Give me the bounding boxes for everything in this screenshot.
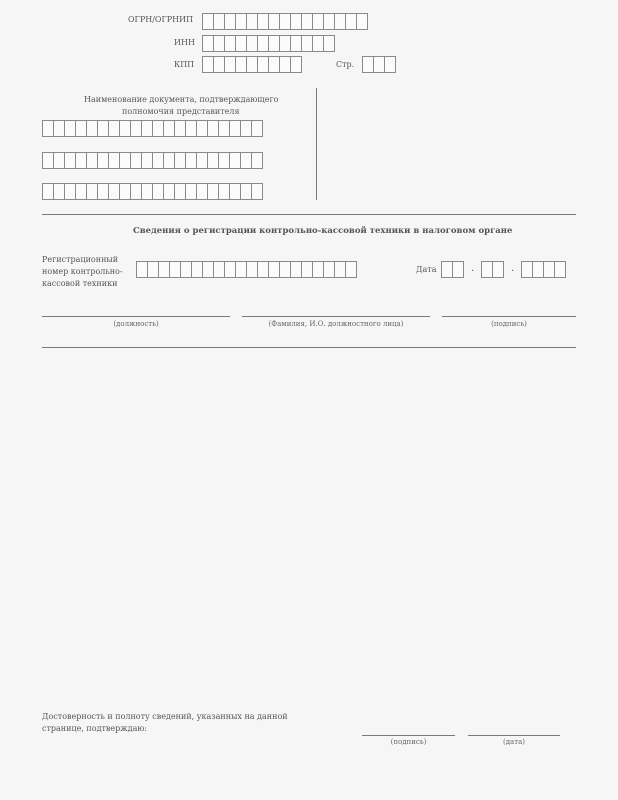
input-cell[interactable]	[202, 56, 214, 73]
input-cell[interactable]	[98, 183, 109, 200]
input-cell[interactable]	[247, 261, 258, 278]
footer-date-caption: (дата)	[503, 738, 525, 746]
input-cell[interactable]	[202, 13, 214, 30]
input-cell[interactable]	[302, 261, 313, 278]
input-cell[interactable]	[142, 152, 153, 169]
input-cell[interactable]	[136, 261, 148, 278]
input-cell[interactable]	[269, 13, 280, 30]
inn-label: ИНН	[174, 38, 195, 47]
section-divider	[42, 214, 576, 215]
input-cell[interactable]	[131, 152, 142, 169]
reg-label-3: кассовой техники	[42, 279, 118, 288]
position-caption: (должность)	[113, 320, 159, 328]
input-cell[interactable]	[175, 152, 186, 169]
fio-caption: (Фамилия, И.О. должностного лица)	[268, 320, 404, 328]
footer-text-1: Достоверность и полноту сведений, указанных на данной	[42, 712, 288, 721]
input-cell[interactable]	[197, 152, 208, 169]
input-cell[interactable]	[153, 183, 164, 200]
input-cell[interactable]	[42, 183, 54, 200]
page-number-cells[interactable]	[362, 56, 396, 73]
reg-label-2: номер контрольно-	[42, 267, 123, 276]
input-cell[interactable]	[302, 13, 313, 30]
doc-name-label-2: полномочия представителя	[122, 107, 240, 116]
input-cell[interactable]	[219, 120, 230, 137]
sign-caption: (подпись)	[491, 320, 527, 328]
input-cell[interactable]	[192, 261, 203, 278]
input-cell[interactable]	[76, 183, 87, 200]
input-cell[interactable]	[346, 13, 357, 30]
block-divider-vertical	[316, 88, 317, 200]
input-cell[interactable]	[214, 35, 225, 52]
input-cell[interactable]	[453, 261, 464, 278]
input-cell[interactable]	[230, 152, 241, 169]
input-cell[interactable]	[109, 120, 120, 137]
input-cell[interactable]	[533, 261, 544, 278]
footer-sign-line	[362, 735, 455, 736]
input-cell[interactable]	[324, 35, 335, 52]
input-cell[interactable]	[131, 120, 142, 137]
date-separator-1: .	[471, 263, 475, 274]
kpp-label: КПП	[174, 60, 195, 69]
input-cell[interactable]	[252, 183, 263, 200]
input-cell[interactable]	[521, 261, 533, 278]
input-cell[interactable]	[76, 120, 87, 137]
date-month-cells[interactable]	[481, 261, 504, 278]
date-label: Дата	[416, 265, 437, 274]
input-cell[interactable]	[236, 35, 247, 52]
input-cell[interactable]	[269, 56, 280, 73]
input-cell[interactable]	[153, 120, 164, 137]
input-cell[interactable]	[120, 152, 131, 169]
input-cell[interactable]	[335, 13, 346, 30]
input-cell[interactable]	[258, 56, 269, 73]
input-cell[interactable]	[142, 120, 153, 137]
input-cell[interactable]	[280, 13, 291, 30]
input-cell[interactable]	[208, 183, 219, 200]
input-cell[interactable]	[252, 120, 263, 137]
input-cell[interactable]	[109, 183, 120, 200]
input-cell[interactable]	[181, 261, 192, 278]
date-separator-2: .	[511, 263, 515, 274]
section-title: Сведения о регистрации контрольно-кассовой техники в налоговом органе	[133, 226, 513, 236]
input-cell[interactable]	[230, 183, 241, 200]
input-cell[interactable]	[241, 183, 252, 200]
ogrn-label: ОГРН/ОГРНИП	[128, 15, 194, 24]
input-cell[interactable]	[175, 183, 186, 200]
input-cell[interactable]	[385, 56, 396, 73]
input-cell[interactable]	[236, 261, 247, 278]
input-cell[interactable]	[258, 35, 269, 52]
input-cell[interactable]	[214, 56, 225, 73]
input-cell[interactable]	[247, 13, 258, 30]
reg-label-1: Регистрационный	[42, 255, 119, 264]
input-cell[interactable]	[302, 35, 313, 52]
input-cell[interactable]	[236, 13, 247, 30]
input-cell[interactable]	[313, 261, 324, 278]
input-cell[interactable]	[197, 120, 208, 137]
input-cell[interactable]	[153, 152, 164, 169]
input-cell[interactable]	[76, 152, 87, 169]
input-cell[interactable]	[241, 152, 252, 169]
input-cell[interactable]	[54, 152, 65, 169]
input-cell[interactable]	[65, 120, 76, 137]
input-cell[interactable]	[87, 152, 98, 169]
footer-sign-caption: (подпись)	[390, 738, 427, 746]
date-year-cells[interactable]	[521, 261, 566, 278]
input-cell[interactable]	[120, 120, 131, 137]
input-cell[interactable]	[42, 120, 54, 137]
input-cell[interactable]	[374, 56, 385, 73]
input-cell[interactable]	[164, 152, 175, 169]
input-cell[interactable]	[214, 261, 225, 278]
input-cell[interactable]	[441, 261, 453, 278]
input-cell[interactable]	[164, 183, 175, 200]
footer-text-2: странице, подтверждаю:	[42, 724, 147, 733]
doc-name-label-1: Наименование документа, подтверждающего	[84, 95, 279, 104]
input-cell[interactable]	[555, 261, 566, 278]
input-cell[interactable]	[186, 183, 197, 200]
input-cell[interactable]	[208, 120, 219, 137]
doc-name-cells-row2[interactable]	[42, 152, 263, 169]
doc-name-cells-row3[interactable]	[42, 183, 263, 200]
input-cell[interactable]	[313, 13, 324, 30]
input-cell[interactable]	[219, 152, 230, 169]
inn-cells[interactable]	[202, 35, 335, 52]
input-cell[interactable]	[324, 261, 335, 278]
input-cell[interactable]	[258, 13, 269, 30]
input-cell[interactable]	[159, 261, 170, 278]
input-cell[interactable]	[197, 183, 208, 200]
input-cell[interactable]	[324, 13, 335, 30]
input-cell[interactable]	[291, 13, 302, 30]
input-cell[interactable]	[544, 261, 555, 278]
position-line	[42, 316, 230, 317]
input-cell[interactable]	[357, 13, 368, 30]
sign-line	[442, 316, 576, 317]
input-cell[interactable]	[164, 120, 175, 137]
input-cell[interactable]	[247, 35, 258, 52]
ogrn-cells[interactable]	[202, 13, 368, 30]
input-cell[interactable]	[335, 261, 346, 278]
input-cell[interactable]	[87, 183, 98, 200]
input-cell[interactable]	[269, 35, 280, 52]
input-cell[interactable]	[65, 152, 76, 169]
input-cell[interactable]	[142, 183, 153, 200]
input-cell[interactable]	[203, 261, 214, 278]
input-cell[interactable]	[225, 56, 236, 73]
fio-line	[242, 316, 430, 317]
input-cell[interactable]	[258, 261, 269, 278]
input-cell[interactable]	[148, 261, 159, 278]
input-cell[interactable]	[219, 183, 230, 200]
kpp-cells[interactable]	[202, 56, 302, 73]
input-cell[interactable]	[109, 152, 120, 169]
input-cell[interactable]	[225, 261, 236, 278]
input-cell[interactable]	[236, 56, 247, 73]
input-cell[interactable]	[280, 56, 291, 73]
date-day-cells[interactable]	[441, 261, 464, 278]
input-cell[interactable]	[280, 261, 291, 278]
input-cell[interactable]	[170, 261, 181, 278]
input-cell[interactable]	[175, 120, 186, 137]
input-cell[interactable]	[214, 13, 225, 30]
input-cell[interactable]	[120, 183, 131, 200]
doc-name-cells-row1[interactable]	[42, 120, 263, 137]
input-cell[interactable]	[241, 120, 252, 137]
input-cell[interactable]	[225, 13, 236, 30]
input-cell[interactable]	[280, 35, 291, 52]
reg-number-cells[interactable]	[136, 261, 357, 278]
input-cell[interactable]	[65, 183, 76, 200]
input-cell[interactable]	[230, 120, 241, 137]
input-cell[interactable]	[291, 261, 302, 278]
input-cell[interactable]	[202, 35, 214, 52]
input-cell[interactable]	[269, 261, 280, 278]
input-cell[interactable]	[54, 183, 65, 200]
input-cell[interactable]	[98, 152, 109, 169]
input-cell[interactable]	[252, 152, 263, 169]
input-cell[interactable]	[493, 261, 504, 278]
footer-date-line	[468, 735, 560, 736]
input-cell[interactable]	[87, 120, 98, 137]
section-bottom-divider	[42, 347, 576, 348]
input-cell[interactable]	[131, 183, 142, 200]
input-cell[interactable]	[186, 152, 197, 169]
input-cell[interactable]	[481, 261, 493, 278]
input-cell[interactable]	[225, 35, 236, 52]
page-label: Стр.	[336, 60, 355, 69]
input-cell[interactable]	[186, 120, 197, 137]
input-cell[interactable]	[362, 56, 374, 73]
input-cell[interactable]	[208, 152, 219, 169]
input-cell[interactable]	[313, 35, 324, 52]
input-cell[interactable]	[291, 56, 302, 73]
input-cell[interactable]	[346, 261, 357, 278]
input-cell[interactable]	[54, 120, 65, 137]
input-cell[interactable]	[291, 35, 302, 52]
input-cell[interactable]	[247, 56, 258, 73]
input-cell[interactable]	[42, 152, 54, 169]
input-cell[interactable]	[98, 120, 109, 137]
